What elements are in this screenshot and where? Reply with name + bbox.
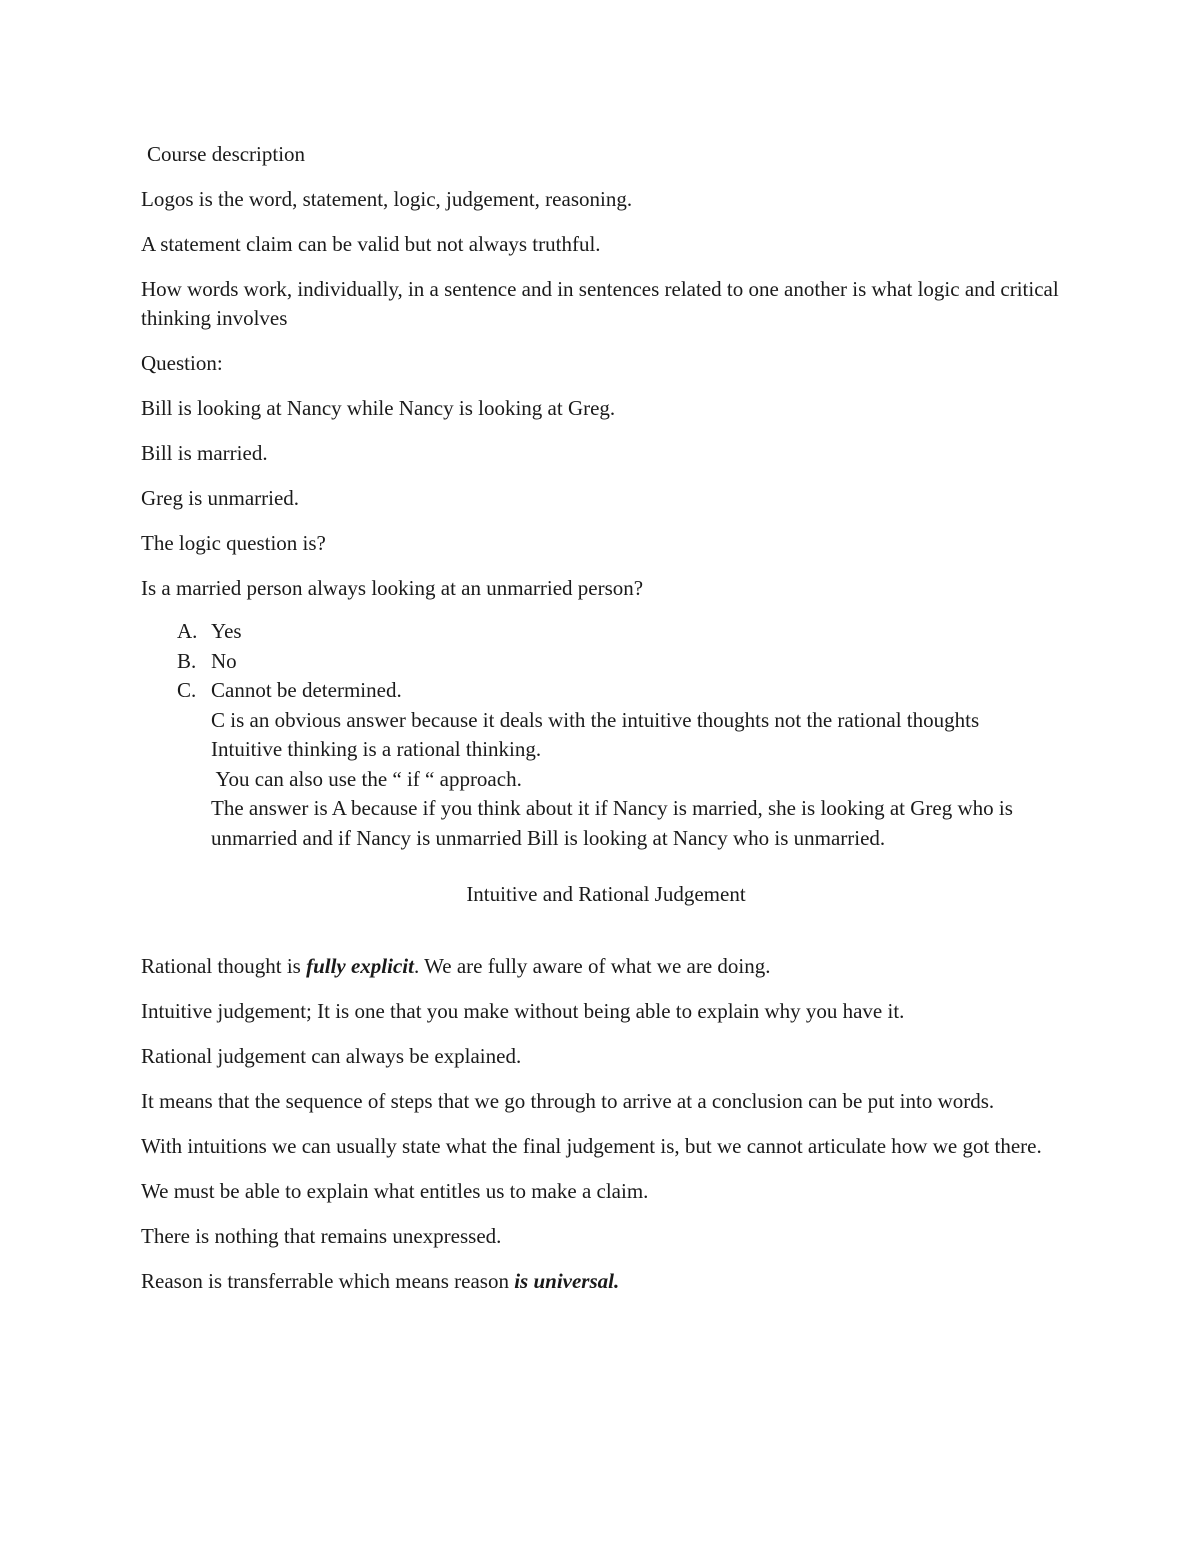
paragraph-rational-thought <box>141 952 1071 981</box>
option-marker: B. <box>177 648 197 673</box>
option-c-notes <box>177 706 1071 854</box>
paragraph-intuitive-judgement: Intuitive judgement; It is one that you make without being able to explain why you have it. <box>141 999 905 1023</box>
document-page <box>141 140 1071 1312</box>
course-title: Course description <box>147 142 306 166</box>
emphasis-is-universal: is universal. <box>514 1269 620 1293</box>
section-heading: Intuitive and Rational Judgement <box>466 882 746 906</box>
option-text: Yes <box>211 619 242 643</box>
paragraph-reason-transferrable <box>141 1267 1071 1296</box>
answer-option-b <box>177 647 1071 677</box>
paragraph-explain-claim: We must be able to explain what entitles us to make a claim. <box>141 1179 649 1203</box>
paragraph-nothing-unexpressed: There is nothing that remains unexpressed. <box>141 1224 502 1248</box>
answer-options-list <box>141 617 1071 706</box>
answer-option-c <box>177 676 1071 706</box>
paragraph-logos: Logos is the word, statement, logic, judgement, reasoning. <box>141 187 633 211</box>
answer-option-a <box>177 617 1071 647</box>
emphasis-fully-explicit: fully explicit <box>306 954 414 978</box>
option-marker: C. <box>177 678 197 702</box>
option-text: No <box>211 648 237 673</box>
paragraph-logic-question: The logic question is? <box>141 531 326 555</box>
paragraph-bill-married: Bill is married. <box>141 441 268 465</box>
paragraph-with-intuitions: With intuitions we can usually state what the final judgement is, but we cannot articulate how we got there. <box>141 1134 1042 1158</box>
option-marker: A. <box>177 619 198 643</box>
text-segment: Reason is transferrable which means reason <box>141 1269 515 1293</box>
text-segment: Rational thought is <box>141 954 307 978</box>
option-text: Cannot be determined. <box>211 678 402 702</box>
paragraph-question-label: Question: <box>141 351 223 375</box>
note-answer-a: The answer is A because if you think about it if Nancy is married, she is looking at Greg who is unmarried and if Nancy is unmarried Bill is looking at Nancy who is unmarried. <box>211 796 1013 850</box>
paragraph-statement-claim: A statement claim can be valid but not always truthful. <box>141 232 601 256</box>
paragraph-sequence-of-steps: It means that the sequence of steps that we go through to arrive at a conclusion can be put into words. <box>141 1089 995 1113</box>
paragraph-married-question: Is a married person always looking at an unmarried person? <box>141 576 644 600</box>
paragraph-rational-judgement: Rational judgement can always be explained. <box>141 1044 522 1068</box>
note-intuitive-thinking: Intuitive thinking is a rational thinking. <box>211 737 542 761</box>
note-if-approach: You can also use the “ if “ approach. <box>211 766 522 791</box>
paragraph-bill-looking: Bill is looking at Nancy while Nancy is looking at Greg. <box>141 396 616 420</box>
paragraph-greg-unmarried: Greg is unmarried. <box>141 486 300 510</box>
note-obvious-answer: C is an obvious answer because it deals with the intuitive thoughts not the rational thoughts <box>211 707 980 732</box>
text-segment: . We are fully aware of what we are doing. <box>413 954 771 978</box>
paragraph-how-words-work: How words work, individually, in a sentence and in sentences related to one another is what logic and critical thinking involves <box>141 277 1059 330</box>
